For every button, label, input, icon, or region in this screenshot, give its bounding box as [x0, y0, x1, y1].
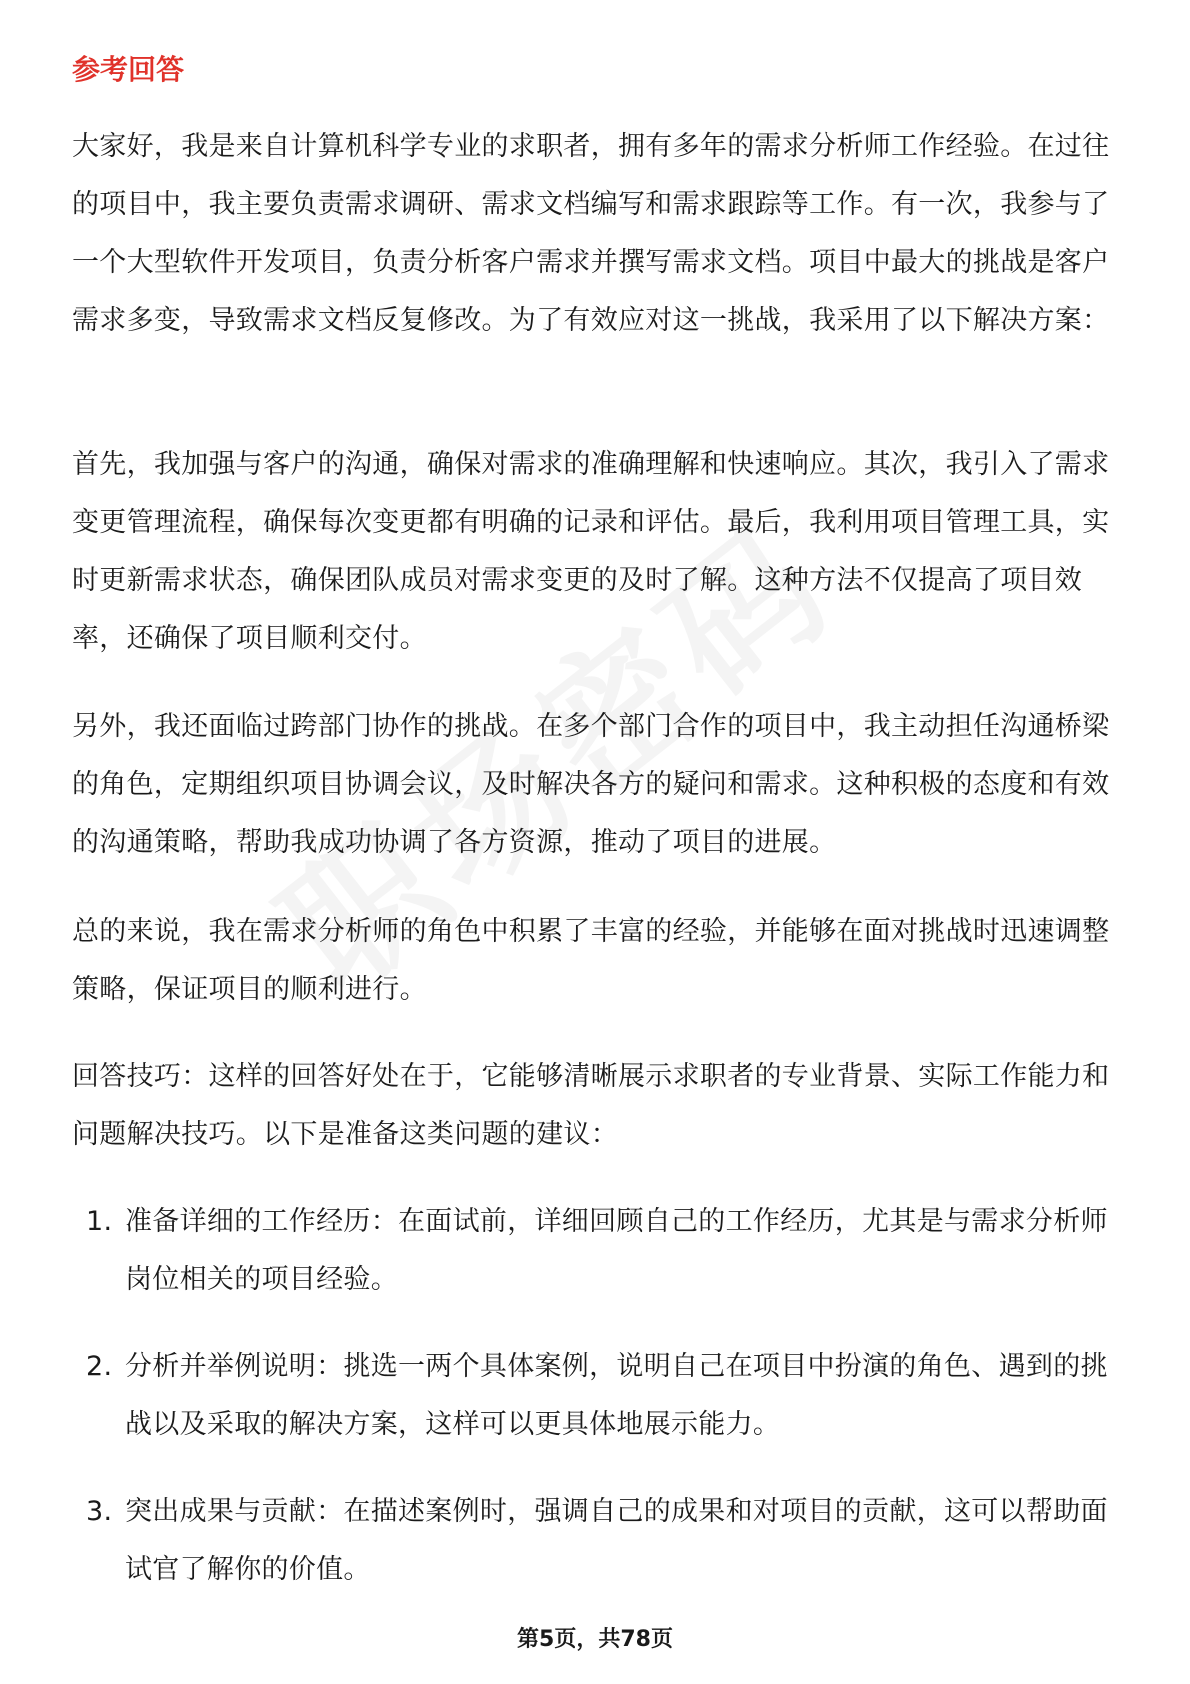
answer-paragraph-1: 大家好，我是来自计算机科学专业的求职者，拥有多年的需求分析师工作经验。在过往的项目中，我主要负责需求调研、需求文档编写和需求跟踪等工作。有一次，我参与了一个大型软件开发项目，负责分析客户需求并撰写需求文档。项目中最大的挑战是客户需求多变，导致需求文档反复修改。为了有效应对这一挑战，我采用了以下解决方案：	[72, 131, 1110, 336]
answer-paragraph-3: 另外，我还面临过跨部门协作的挑战。在多个部门合作的项目中，我主动担任沟通桥梁的角色，定期组织项目协调会议，及时解决各方的疑问和需求。这种积极的态度和有效的沟通策略，帮助我成功协调了各方资源，推动了项目的进展。	[72, 711, 1110, 858]
list-item	[72, 1338, 1128, 1454]
answer-paragraph-2: 首先，我加强与客户的沟通，确保对需求的准确理解和快速响应。其次，我引入了需求变更管理流程，确保每次变更都有明确的记录和评估。最后，我利用项目管理工具，实时更新需求状态，确保团队成员对需求变更的及时了解。这种方法不仅提高了项目效率，还确保了项目顺利交付。	[72, 449, 1110, 654]
list-item-number: 2.	[86, 1351, 113, 1382]
list-item-number: 3.	[86, 1496, 113, 1527]
tips-list	[72, 1193, 1128, 1628]
list-item-number: 1.	[86, 1206, 113, 1237]
answer-paragraph-4: 总的来说，我在需求分析师的角色中积累了丰富的经验，并能够在面对挑战时迅速调整策略，保证项目的顺利进行。	[72, 916, 1110, 1005]
section-heading: 参考回答	[72, 53, 185, 86]
list-item-text: 准备详细的工作经历：在面试前，详细回顾自己的工作经历，尤其是与需求分析师岗位相关的项目经验。	[125, 1206, 1108, 1295]
list-item-text: 分析并举例说明：挑选一两个具体案例，说明自己在项目中扮演的角色、遇到的挑战以及采取的解决方案，这样可以更具体地展示能力。	[125, 1351, 1108, 1440]
list-item-text: 突出成果与贡献：在描述案例时，强调自己的成果和对项目的贡献，这可以帮助面试官了解你的价值。	[125, 1496, 1108, 1585]
page-number-footer: 第5页，共78页	[517, 1627, 673, 1652]
list-item	[72, 1193, 1128, 1309]
answer-tips-intro: 回答技巧：这样的回答好处在于，它能够清晰展示求职者的专业背景、实际工作能力和问题解决技巧。以下是准备这类问题的建议：	[72, 1061, 1110, 1150]
list-item	[72, 1483, 1128, 1599]
